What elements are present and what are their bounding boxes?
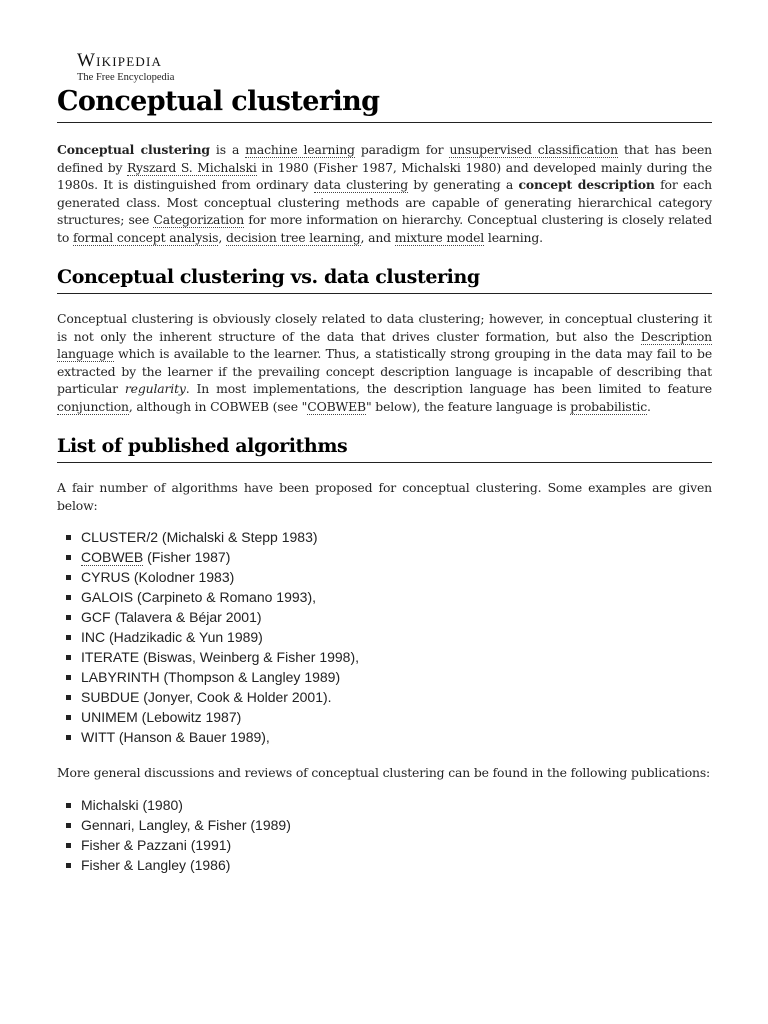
list-item-text: Fisher & Pazzani (1991): [81, 837, 232, 853]
text: for each generated class. Most conceptual clustering methods are capable of generating hierarchical category structures; see: [57, 177, 712, 228]
list-item-text: LABYRINTH (Thompson & Langley 1989): [81, 669, 341, 685]
text: ,: [218, 229, 226, 245]
link-cobweb[interactable]: COBWEB: [307, 398, 366, 414]
list-item: [57, 707, 359, 727]
list-item: [57, 647, 359, 667]
list-item: [57, 567, 359, 587]
bullet-icon: [66, 675, 71, 680]
italic-term: regularity: [124, 381, 186, 397]
algorithm-list: [57, 527, 359, 747]
list-item: [57, 527, 359, 547]
list-item-text: CYRUS (Kolodner 1983): [81, 569, 235, 585]
list-item: [57, 855, 291, 875]
logo-tagline: The Free Encyclopedia: [77, 72, 175, 83]
bullet-icon: [66, 615, 71, 620]
publication-list: [57, 795, 291, 875]
link-cobweb-list[interactable]: COBWEB: [81, 549, 144, 565]
text: .: [647, 398, 651, 414]
section-heading-vs-data-clustering: Conceptual clustering vs. data clustering: [57, 264, 712, 294]
text: is a: [209, 142, 246, 157]
list-item: [57, 795, 291, 815]
page-title: Conceptual clustering: [57, 84, 712, 123]
section1-paragraph: [57, 310, 712, 416]
text: " below), the feature language is: [365, 398, 571, 414]
list-item: [57, 667, 359, 687]
list-item-text: (Fisher 1987): [143, 549, 231, 565]
bullet-icon: [66, 635, 71, 640]
bold-term: Conceptual clustering: [57, 142, 210, 157]
list-item-text: Michalski (1980): [81, 797, 183, 813]
text: , and: [360, 229, 395, 245]
link-data-clustering[interactable]: data clustering: [313, 177, 408, 193]
text: , although in COBWEB (see ": [128, 398, 308, 414]
bullet-icon: [66, 595, 71, 600]
list-item-text: ITERATE (Biswas, Weinberg & Fisher 1998),: [81, 649, 360, 665]
text: paradigm for: [354, 142, 450, 157]
algorithms-intro: A fair number of algorithms have been proposed for conceptual clustering. Some examples are given below:: [57, 480, 712, 513]
bold-term: concept description: [518, 177, 655, 193]
list-item: [57, 727, 359, 747]
link-ryszard-michalski[interactable]: Ryszard S. Michalski: [127, 159, 257, 175]
logo-wordmark: Wikipedia: [77, 50, 163, 71]
bullet-icon: [66, 735, 71, 740]
text: by generating a: [408, 177, 519, 193]
link-description-language[interactable]: Description language: [57, 328, 712, 362]
list-item: [57, 815, 291, 835]
bullet-icon: [66, 555, 71, 560]
list-item-text: WITT (Hanson & Bauer 1989),: [81, 729, 270, 745]
bullet-icon: [66, 575, 71, 580]
link-conjunction[interactable]: conjunction: [57, 398, 129, 414]
bullet-icon: [66, 535, 71, 540]
bullet-icon: [66, 655, 71, 660]
intro-paragraph: [57, 141, 712, 247]
list-item-text: UNIMEM (Lebowitz 1987): [81, 709, 242, 725]
text: Conceptual clustering is obviously closely related to data clustering; however, in conceptual clustering it is not only the inherent structure of the data that drives cluster formation, but also the: [57, 311, 712, 344]
list-item-text: CLUSTER/2 (Michalski & Stepp 1983): [81, 529, 318, 545]
list-item-text: GALOIS (Carpineto & Romano 1993),: [81, 589, 317, 605]
bullet-icon: [66, 695, 71, 700]
wikipedia-logo[interactable]: [77, 51, 174, 84]
text: in 1980 (Fisher 1987, Michalski 1980) and developed mainly during the 1980s. It is distinguished from ordinary: [57, 159, 712, 193]
list-item: [57, 587, 359, 607]
link-probabilistic[interactable]: probabilistic: [570, 398, 648, 414]
text: for more information on hierarchy. Conceptual clustering is closely related to: [57, 212, 712, 245]
more-discussions-paragraph: More general discussions and reviews of conceptual clustering can be found in the following publications:: [57, 765, 711, 780]
list-item: [57, 547, 359, 567]
list-item: [57, 607, 359, 627]
link-categorization[interactable]: Categorization: [153, 212, 245, 228]
list-item: [57, 687, 359, 707]
list-item: [57, 627, 359, 647]
link-formal-concept-analysis[interactable]: formal concept analysis: [72, 229, 219, 245]
bullet-icon: [66, 843, 71, 848]
text: . In most implementations, the description language has been limited to feature: [185, 381, 712, 397]
bullet-icon: [66, 803, 71, 808]
list-item-text: SUBDUE (Jonyer, Cook & Holder 2001).: [81, 689, 332, 705]
list-item-text: Fisher & Langley (1986): [81, 857, 231, 873]
link-unsupervised-classification[interactable]: unsupervised classification: [449, 142, 618, 157]
list-item-text: Gennari, Langley, & Fisher (1989): [81, 817, 291, 833]
text: that has been defined by: [57, 142, 712, 175]
list-item-text: GCF (Talavera & Béjar 2001): [81, 609, 262, 625]
link-machine-learning[interactable]: machine learning: [245, 142, 355, 157]
link-decision-tree-learning[interactable]: decision tree learning: [225, 229, 361, 245]
list-item-text: INC (Hadzikadic & Yun 1989): [81, 629, 263, 645]
bullet-icon: [66, 823, 71, 828]
text: which is available to the learner. Thus, a statistically strong grouping in the data may fail to be extracted by the learner if the prevailing concept description language is incapable of describing that particular: [57, 346, 712, 397]
text: learning.: [484, 229, 543, 245]
section-heading-published-algorithms: List of published algorithms: [57, 433, 712, 463]
bullet-icon: [66, 863, 71, 868]
bullet-icon: [66, 715, 71, 720]
list-item: [57, 835, 291, 855]
link-mixture-model[interactable]: mixture model: [394, 229, 485, 245]
